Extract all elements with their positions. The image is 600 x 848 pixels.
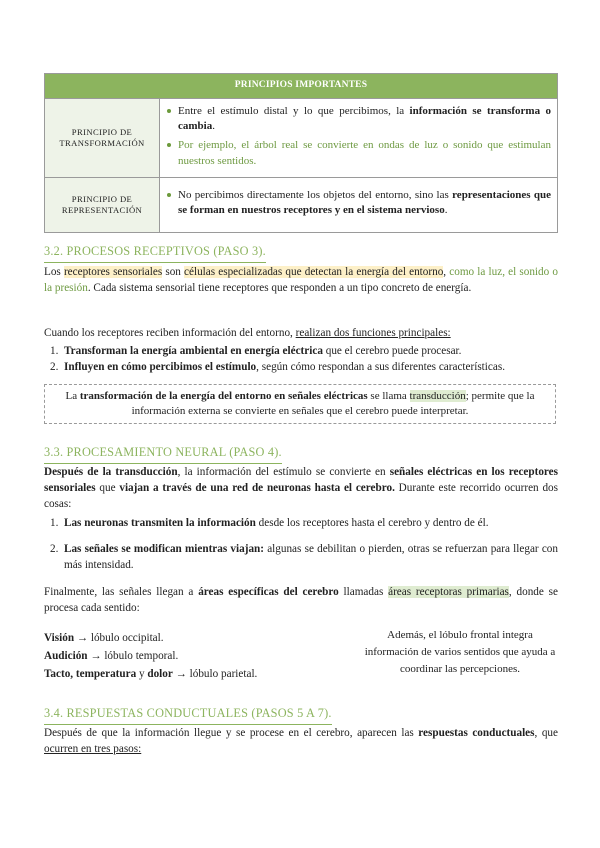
list-item: 2. Las señales se modifican mientras viajan: algunas se debilitan o pierden, otras se refuerzan para llegar con más intensidad. <box>50 543 558 572</box>
callout-box: La transformación de la energía del entorno en señales eléctricas se llama transducción; permite que la información externa se convierte en señales que el cerebro puede interpretar. <box>44 384 556 424</box>
table-row <box>45 99 558 178</box>
paragraph: Los receptores sensoriales son células especializadas que detectan la energía del entorno, como la luz, el sonido o la presión. Cada sistema sensorial tiene receptores que responden a un tipo concreto de energía. <box>44 266 558 295</box>
list-item: 1. Las neuronas transmiten la información desde los receptores hasta el cerebro y dentro de él. <box>50 517 489 529</box>
list-item: 1. Transforman la energía ambiental en energía eléctrica que el cerebro puede procesar. <box>50 345 462 357</box>
senses-list <box>44 630 354 684</box>
row-content <box>160 177 558 232</box>
list-item: Visión → lóbulo occipital. <box>44 632 164 644</box>
list-item: Audición → lóbulo temporal. <box>44 649 179 662</box>
section-heading: 3.4. RESPUESTAS CONDUCTUALES (PASOS 5 A 7). <box>44 705 332 725</box>
table-header: PRINCIPIOS IMPORTANTES <box>45 74 558 99</box>
row-content <box>160 99 558 178</box>
paragraph: Cuando los receptores reciben información del entorno, realizan dos funciones principales: <box>44 327 451 339</box>
table-row <box>45 177 558 232</box>
row-label: PRINCIPIO DE TRANSFORMACIÓN <box>45 99 160 178</box>
list-item: Por ejemplo, el árbol real se convierte en ondas de luz o sonido que estimulan nuestros sentidos. <box>178 138 551 168</box>
section-heading: 3.3. PROCESAMIENTO NEURAL (PASO 4). <box>44 444 282 464</box>
paragraph: Finalmente, las señales llegan a áreas específicas del cerebro llamadas áreas receptoras primarias, donde se procesa cada sentido: <box>44 586 558 615</box>
paragraph: Después de la transducción, la información del estímulo se convierte en señales eléctricas en los receptores sensoriales que viajan a través de una red de neuronas hasta el cerebro. Durante este recorrido ocurren dos cosas: <box>44 466 558 511</box>
numbered-list <box>44 343 558 375</box>
list-item: Tacto, temperatura y dolor → lóbulo parietal. <box>44 667 258 680</box>
side-note: Además, el lóbulo frontal integra información de varios sentidos que ayuda a coordinar las percepciones. <box>364 629 556 676</box>
row-label: PRINCIPIO DE REPRESENTACIÓN <box>45 177 160 232</box>
list-item: 2. Influyen en cómo percibimos el estímulo, según cómo respondan a sus diferentes características. <box>50 361 505 374</box>
principles-table <box>44 73 558 233</box>
numbered-list <box>44 515 558 574</box>
list-item: No percibimos directamente los objetos del entorno, sino las representaciones que se forman en nuestros receptores y en el sistema nervioso. <box>178 188 551 218</box>
section-heading: 3.2. PROCESOS RECEPTIVOS (PASO 3). <box>44 243 266 263</box>
paragraph: Después de que la información llegue y se procese en el cerebro, aparecen las respuestas conductuales, que ocurren en tres pasos: <box>44 727 558 756</box>
list-item: Entre el estímulo distal y lo que percibimos, la información se transforma o cambia. <box>178 104 551 134</box>
